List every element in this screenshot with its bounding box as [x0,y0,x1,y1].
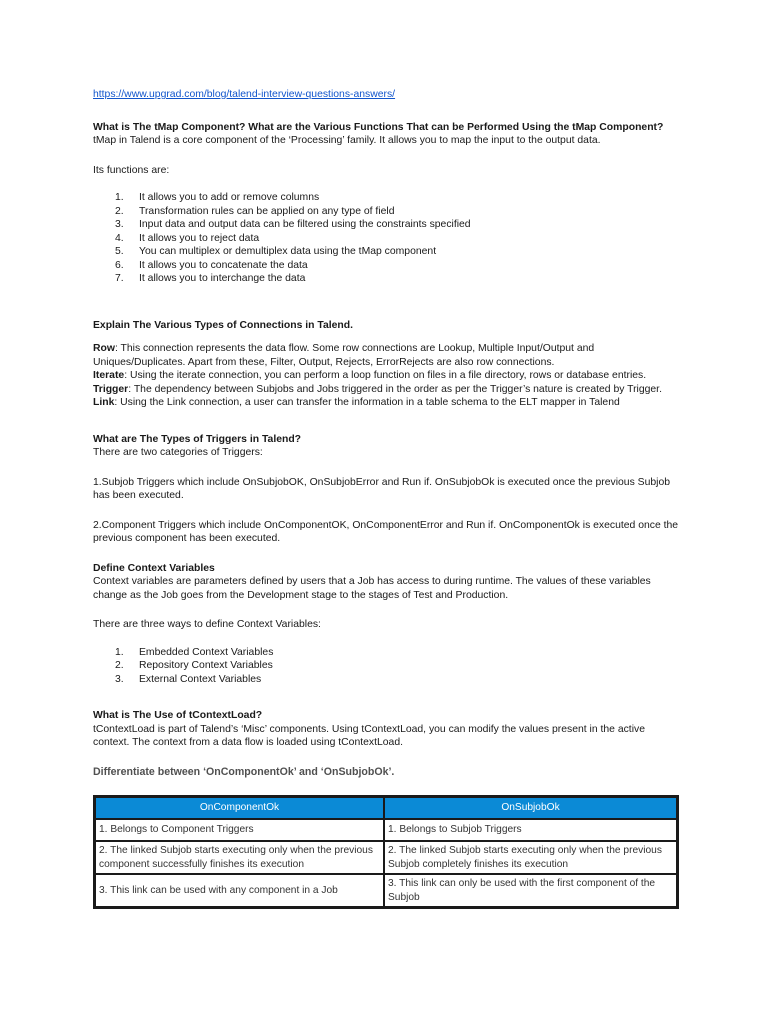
q1-answer: tMap in Talend is a core component of the ‘Processing’ family. It allows you to map the input to the output data. [93,135,601,146]
link-connection [93,396,683,410]
list-item-text: Transformation rules can be applied on any type of field [139,205,395,217]
q4-ways-list [93,632,683,687]
trigger-text: : The dependency between Subjobs and Jobs triggered in the order as per the Trigger’s nature is created by Trigger. [128,383,662,395]
table-cell: 2. The linked Subjob starts executing only when the previous Subjob completely finishes its execution [384,841,677,874]
table-cell: 3. This link can only be used with the first component of the Subjob [384,874,677,907]
q5-heading: What is The Use of tContextLoad? [93,710,263,721]
table-header-onsubjobok: OnSubjobOk [384,797,677,819]
q4-answer: Context variables are parameters defined by users that a Job has access to during runtime. The values of these variables change as the Job goes from the Development stage to the stages of Test and Production. [93,576,651,601]
list-item-text: Input data and output data can be filtered using the constraints specified [139,219,471,230]
table-header-oncomponentok: OnComponentOk [95,797,384,819]
list-item-text: It allows you to concatenate the data [139,259,308,271]
table-row [95,874,677,907]
list-item-number: 6. [115,259,124,271]
list-item [93,218,683,232]
link-text: : Using the Link connection, a user can transfer the information in a table schema to the ELT mapper in Talend [114,397,620,408]
q1-functions-list [93,177,683,286]
link-term: Link [93,397,115,408]
list-item [93,673,683,687]
q1-heading: What is The tMap Component? What are the Various Functions That can be Performed Using the tMap Component? [93,121,664,133]
q6-heading: Differentiate between ‘OnComponentOk’ and ‘OnSubjobOk’. [93,765,395,778]
component-triggers: 2.Component Triggers which include OnComponentOK, OnComponentError and Run if. OnComponentOk is executed once the previous component has been executed. [93,519,679,544]
list-item-number: 4. [115,232,124,244]
row-term: Row [93,343,115,354]
list-item-number: 5. [115,246,124,257]
list-item-number: 7. [115,273,124,284]
list-item [93,245,683,259]
comparison-table [93,795,679,909]
table-header-row [95,797,677,819]
row-text: : This connection represents the data flow. Some row connections are Lookup, Multiple Input/Output and Uniques/Duplicates. Apart from these, Filter, Output, Rejects, ErrorRejects are also row connections. [93,343,595,368]
list-item-number: 1. [115,646,124,658]
iterate-term: Iterate [93,370,125,381]
list-item-number: 3. [115,673,124,685]
list-item-number: 1. [115,192,124,203]
row-connection [93,342,683,369]
list-item [93,259,683,273]
table-cell: 1. Belongs to Component Triggers [95,819,384,841]
q2-heading: Explain The Various Types of Connections in Talend. [93,319,353,331]
q3-intro: There are two categories of Triggers: [93,447,263,458]
source-link[interactable]: https://www.upgrad.com/blog/talend-interview-questions-answers/ [93,89,396,100]
list-item [93,205,683,219]
q3-heading: What are The Types of Triggers in Talend? [93,433,302,445]
list-item [93,659,683,673]
document-page [93,88,683,909]
list-item [93,191,683,205]
iterate-text: : Using the iterate connection, you can perform a loop function on files in a file directory, rows or database entries. [124,370,647,381]
list-item-text: External Context Variables [139,673,262,685]
q1-functions-intro: Its functions are: [93,164,170,176]
list-item-number: 3. [115,219,124,230]
list-item-number: 2. [115,205,124,217]
iterate-connection [93,369,683,383]
q4-heading: Define Context Variables [93,562,215,574]
list-item [93,232,683,246]
subjob-triggers: 1.Subjob Triggers which include OnSubjobOK, OnSubjobError and Run if. OnSubjobOk is executed once the previous Subjob has been executed. [93,476,671,501]
list-item-text: It allows you to reject data [139,232,260,244]
trigger-connection [93,383,683,397]
table-cell: 1. Belongs to Subjob Triggers [384,819,677,841]
list-item [93,272,683,286]
table-row [95,819,677,841]
table-cell: 3. This link can be used with any component in a Job [95,874,384,907]
table-cell: 2. The linked Subjob starts executing only when the previous component successfully finishes its execution [95,841,384,874]
list-item-text: Repository Context Variables [139,660,273,671]
table-row [95,841,677,874]
trigger-term: Trigger [93,383,129,395]
list-item-text: It allows you to interchange the data [139,273,306,284]
list-item-text: Embedded Context Variables [139,646,274,658]
list-item-text: It allows you to add or remove columns [139,192,320,203]
q5-answer: tContextLoad is part of Talend’s ‘Misc’ components. Using tContextLoad, you can modify the values present in the active context. The context from a data flow is loaded using tContextLoad. [93,723,645,748]
list-item-text: You can multiplex or demultiplex data using the tMap component [139,246,437,257]
q4-ways-intro: There are three ways to define Context Variables: [93,619,321,630]
list-item [93,646,683,660]
list-item-number: 2. [115,660,124,671]
